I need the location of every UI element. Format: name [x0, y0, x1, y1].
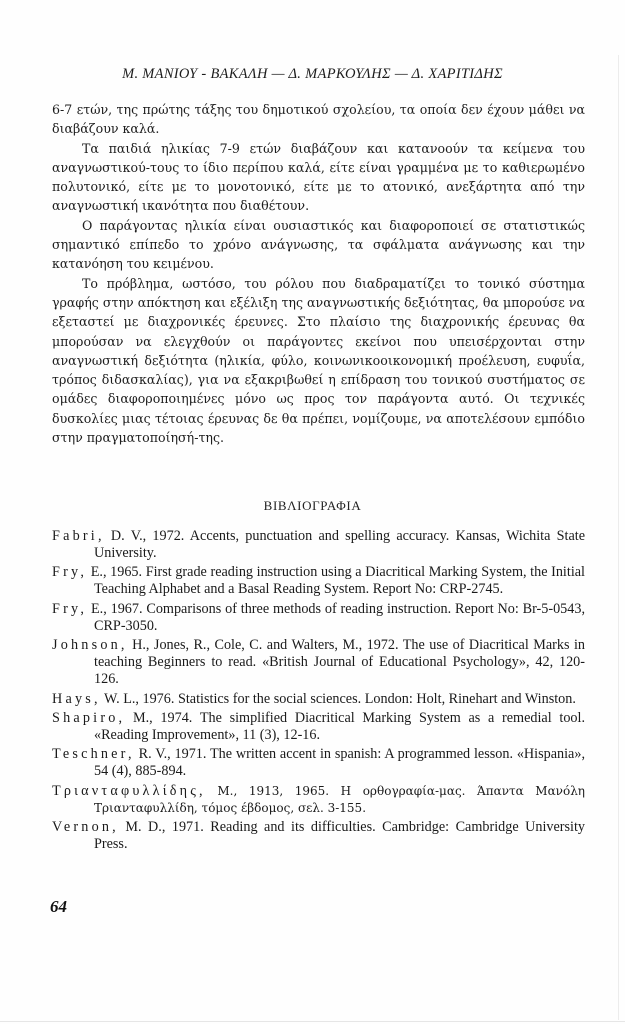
scan-edge-line	[618, 55, 619, 1020]
reference-author: Hays,	[52, 690, 101, 707]
reference-details: M. D., 1971. Reading and its difficulties. Cambridge: Cambridge University Press.	[94, 819, 585, 853]
reference-entry	[52, 564, 585, 598]
paragraph: 6-7 ετών, της πρώτης τάξης του δημοτικού σχολείου, τα οποία δεν έχουν μάθει να διαβάζουν καλά.	[52, 102, 585, 137]
reference-entry	[52, 746, 585, 780]
running-head: Μ. ΜΑΝΙΟΥ - ΒΑΚΑΛΗ — Δ. ΜΑΡΚΟΥΛΗΣ — Δ. ΧΑΡΙΤΙΔΗΣ	[122, 66, 503, 82]
reference-details: R. V., 1971. The written accent in spanish: A programmed lesson. «Hispania», 54 (4), 885-894.	[94, 746, 585, 780]
body-text	[52, 100, 585, 447]
reference-details: E., 1965. First grade reading instruction using a Diacritical Marking System, the Initial Teaching Alphabet and a Basal Reading System. Report No: CRP-2745.	[87, 564, 585, 598]
reference-details: D. V., 1972. Accents, punctuation and spelling accuracy. Kansas, Wichita State University.	[94, 528, 585, 562]
reference-entry	[52, 710, 585, 744]
paragraph: Τα παιδιά ηλικίας 7-9 ετών διαβάζουν και κατανοούν τα κείμενα του αναγνωστικού-τους το ίδιο περίπου καλά, είτε είναι γραμμένα με το καθιερωμένο πολυτονικό, είτε με το μονοτονικό, είτε με το ατονικό, ανεξάρτητα από την αναγνωστική ικανότητα που διαθέτουν.	[52, 140, 585, 214]
bibliography-list	[52, 528, 585, 855]
reference-author: Johnson,	[52, 637, 128, 654]
reference-entry	[52, 601, 585, 635]
reference-details: M., 1974. The simplified Diacritical Marking System as a remedial tool. «Reading Improvement», 11 (3), 12-16.	[94, 709, 585, 743]
reference-entry	[52, 637, 585, 688]
reference-entry	[52, 819, 585, 853]
reference-details: Μ., 1913, 1965. Η ορθογραφία-μας. Άπαντα Μανόλη Τριανταφυλλίδη, τόμος έβδομος, σελ. 3-155.	[94, 783, 585, 815]
reference-details: W. L., 1976. Statistics for the social sciences. London: Holt, Rinehart and Winston.	[100, 690, 576, 707]
reference-author: Fry,	[52, 600, 88, 617]
reference-entry	[52, 783, 585, 817]
reference-author: Shapiro,	[52, 709, 126, 726]
reference-entry	[52, 528, 585, 562]
reference-entry	[52, 691, 585, 708]
reference-author: Vernon,	[52, 819, 119, 835]
reference-author: Teschner,	[52, 746, 135, 763]
reference-author: Fabri,	[52, 528, 105, 544]
bibliography-title: ΒΙΒΛΙΟΓΡΑΦΙΑ	[263, 498, 362, 513]
reference-author: Fry,	[52, 564, 88, 581]
paragraph: Το πρόβλημα, ωστόσο, του ρόλου που διαδραματίζει το τονικό σύστημα γραφής στην απόκτηση και εξέλιξη της αναγνωστικής δεξιότητας, θα μπορούσε να εξεταστεί με διαχρονικές έρευνες. Στο πλαίσιο της διαχρονικής έρευνας θα μπορούσαν να ελεγχθούν οι παράγοντες εκείνοι που υπεισέρχονται στην αναγνωστική δεξιότητα (ηλικία, φύλο, κοινωνικοοικονομική προέλευση, ευφυΐα, τρόπος διδασκαλίας), για να εξακριβωθεί η επίδραση του τονικού συστήματος σε ομάδες διαφοροποιημένες μόνο ως προς τον παράγοντα αυτό. Οι τεχνικές δυσκολίες μιας τέτοιας έρευνας δε θα πρέπει, νομίζουμε, να αποτελέσουν εμπόδιο στην πραγματοποίησή-της.	[52, 275, 585, 446]
paragraph: Ο παράγοντας ηλικία είναι ουσιαστικός και διαφοροποιεί σε στατιστικώς σημαντικό επίπεδο το χρόνο ανάγνωσης, τα σφάλματα ανάγνωσης και την κατανόηση του κειμένου.	[52, 217, 585, 272]
reference-author: Τριανταφυλλίδης,	[52, 782, 206, 799]
page-number: 64	[50, 897, 67, 916]
scan-bottom-edge	[0, 1021, 625, 1022]
reference-details: H., Jones, R., Cole, C. and Walters, M., 1972. The use of Diacritical Marks in teaching Beginners to read. «British Journal of Educational Psychology», 42, 120-126.	[94, 637, 585, 688]
reference-details: E., 1967. Comparisons of three methods of reading instruction. Report No: Br-5-0543, CRP-3050.	[87, 600, 585, 634]
